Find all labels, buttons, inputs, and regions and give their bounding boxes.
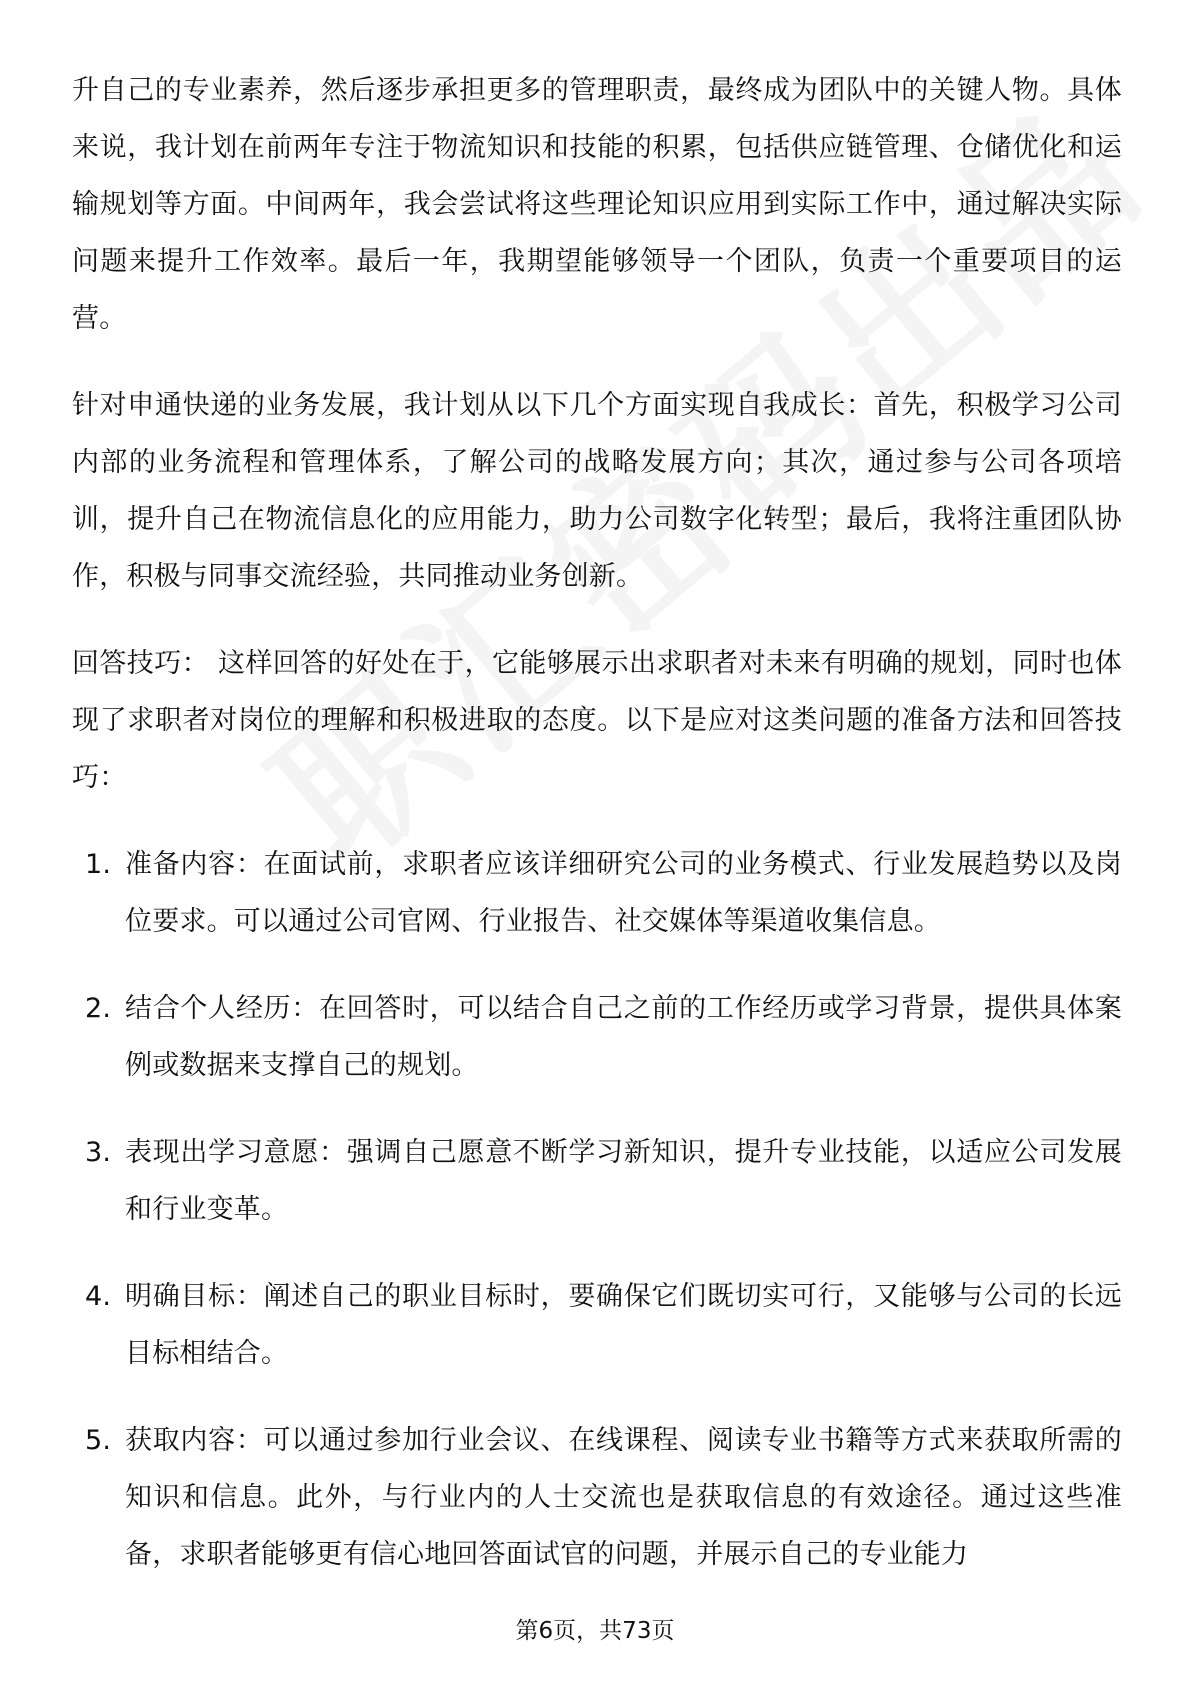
paragraph-career-plan: 升自己的专业素养，然后逐步承担更多的管理职责，最终成为团队中的关键人物。具体来说，我计划在前两年专注于物流知识和技能的积累，包括供应链管理、仓储优化和运输规划等方面。中间两年，我会尝试将这些理论知识应用到实际工作中，通过解决实际问题来提升工作效率。最后一年，我期望能够领导一个团队，负责一个重要项目的运营。 (72, 75, 1122, 334)
list-item-text: 明确目标：阐述自己的职业目标时，要确保它们既切实可行，又能够与公司的长远目标相结合。 (125, 1281, 1122, 1369)
paragraph-answer-tips: 回答技巧： 这样回答的好处在于，它能够展示出求职者对未来有明确的规划，同时也体现了求职者对岗位的理解和积极进取的态度。以下是应对这类问题的准备方法和回答技巧： (72, 648, 1122, 793)
document-body (72, 62, 1122, 1613)
list-item-text: 结合个人经历：在回答时，可以结合自己之前的工作经历或学习背景，提供具体案例或数据来支撑自己的规划。 (125, 993, 1122, 1081)
list-item-text: 获取内容：可以通过参加行业会议、在线课程、阅读专业书籍等方式来获取所需的知识和信息。此外，与行业内的人士交流也是获取信息的有效途径。通过这些准备，求职者能够更有信心地回答面试官的问题，并展示自己的专业能力 (125, 1425, 1122, 1570)
list-number: 4. (85, 1281, 112, 1312)
list-item (72, 1268, 1122, 1382)
list-number: 1. (85, 849, 112, 880)
list-number: 5. (85, 1425, 112, 1456)
list-item (72, 1124, 1122, 1238)
list-number: 2. (85, 993, 112, 1024)
list-item-text: 表现出学习意愿：强调自己愿意不断学习新知识，提升专业技能，以适应公司发展和行业变革。 (125, 1137, 1122, 1225)
paragraph-growth-plan: 针对申通快递的业务发展，我计划从以下几个方面实现自我成长：首先，积极学习公司内部的业务流程和管理体系，了解公司的战略发展方向；其次，通过参与公司各项培训，提升自己在物流信息化的应用能力，助力公司数字化转型；最后，我将注重团队协作，积极与同事交流经验，共同推动业务创新。 (72, 390, 1122, 592)
list-item (72, 980, 1122, 1094)
tips-list (72, 836, 1122, 1583)
list-number: 3. (85, 1137, 112, 1168)
list-item (72, 1412, 1122, 1583)
list-item (72, 836, 1122, 950)
list-item-text: 准备内容：在面试前，求职者应该详细研究公司的业务模式、行业发展趋势以及岗位要求。可以通过公司官网、行业报告、社交媒体等渠道收集信息。 (125, 849, 1122, 937)
page-footer: 第6页，共73页 (515, 1618, 675, 1644)
